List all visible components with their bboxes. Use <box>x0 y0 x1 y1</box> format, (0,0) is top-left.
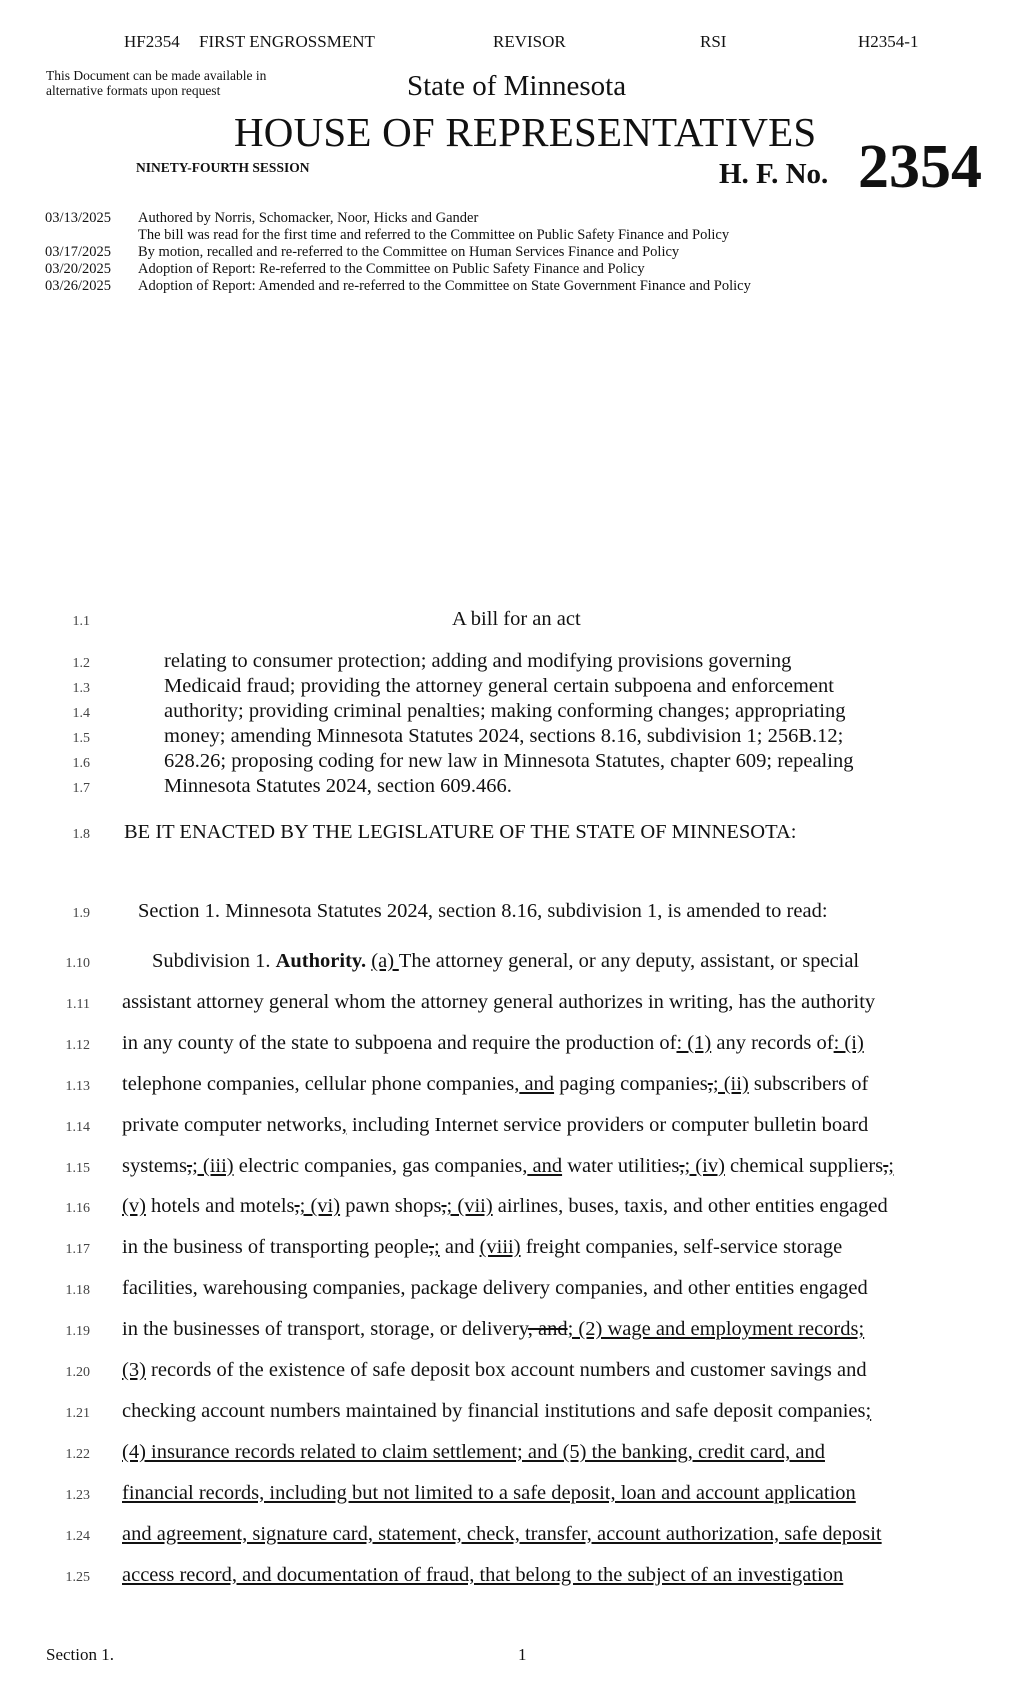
statute-text: Subdivision 1. <box>152 950 276 972</box>
statute-text: records of the existence of safe deposit box account numbers and customer savings and <box>145 1359 867 1381</box>
inserted-text: : (1) <box>676 1031 712 1054</box>
statute-line <box>122 1359 867 1382</box>
statute-line <box>122 1482 856 1505</box>
statute-text: in the business of transporting people <box>122 1236 429 1259</box>
header-engrossment: FIRST ENGROSSMENT <box>199 32 375 51</box>
inserted-text: ; (vii) <box>446 1195 493 1218</box>
deleted-text: , <box>186 1154 193 1177</box>
statute-text: The attorney general, or any deputy, assistant, or special <box>398 950 860 972</box>
statute-text: freight companies, self-service storage <box>520 1236 843 1259</box>
statute-text: pawn shops <box>340 1195 442 1218</box>
line-number: 1.25 <box>65 1569 90 1585</box>
statute-text: in any county of the state to subpoena and require the production of <box>122 1031 677 1054</box>
statute-text: checking account numbers maintained by financial institutions and safe deposit companies <box>122 1399 866 1422</box>
history-date: 03/20/2025 <box>45 261 112 277</box>
availability-note: This Document can be made available in alternative formats upon request <box>46 68 267 98</box>
state-name: State of Minnesota <box>407 70 627 102</box>
inserted-text: (a) <box>371 950 399 972</box>
statute-line <box>122 1277 868 1300</box>
inserted-text: (viii) <box>479 1236 521 1259</box>
hf-label: H. F. No. <box>719 158 829 190</box>
line-number: 1.23 <box>65 1487 90 1503</box>
chamber-title: HOUSE OF REPRESENTATIVES <box>234 109 817 155</box>
line-number: 1.19 <box>65 1324 90 1340</box>
statute-line <box>122 1441 825 1464</box>
statute-text: private computer networks <box>122 1113 342 1136</box>
line-number: 1.11 <box>66 996 90 1012</box>
statute-text: systems <box>122 1154 187 1177</box>
statute-line <box>122 991 875 1014</box>
inserted-text: and <box>519 1072 555 1095</box>
line-number: 1.18 <box>65 1283 90 1299</box>
inserted-text: , <box>341 1113 347 1136</box>
inserted-text: ; (iv) <box>684 1154 725 1177</box>
deleted-text: , <box>428 1236 435 1259</box>
statute-text: any records of <box>711 1031 834 1054</box>
statute-text: telephone companies, cellular phone companies, <box>122 1072 520 1095</box>
deleted-text: , <box>707 1072 713 1095</box>
inserted-text: ; (ii) <box>712 1072 749 1095</box>
statute-text: Authority. <box>275 950 367 972</box>
statute-line <box>122 1400 871 1423</box>
history-text: Authored by Norris, Schomacker, Noor, Hicks and Gander <box>138 210 479 226</box>
summary-line: authority; providing criminal penalties; making conforming changes; appropriating <box>164 700 846 722</box>
statute-line <box>122 1032 864 1055</box>
history-text: By motion, recalled and re-referred to the Committee on Human Services Finance and Policy <box>138 244 680 260</box>
statute-line <box>122 1114 868 1137</box>
history-date: 03/13/2025 <box>45 210 112 226</box>
line-number: 1.9 <box>72 906 90 921</box>
line-number: 1.6 <box>72 756 90 771</box>
deleted-text: , <box>679 1154 685 1177</box>
inserted-text: and agreement, signature card, statement, check, transfer, account authorization, safe deposit <box>122 1522 882 1545</box>
line-number: 1.1 <box>72 614 90 629</box>
statute-text: in the businesses of transport, storage, or delivery <box>122 1318 528 1341</box>
summary-line: Medicaid fraud; providing the attorney general certain subpoena and enforcement <box>164 675 834 697</box>
statute-text: facilities, warehousing companies, package delivery companies, and other entities engaged <box>122 1277 868 1300</box>
line-number: 1.5 <box>72 731 90 746</box>
line-number: 1.22 <box>65 1446 90 1462</box>
summary-line: relating to consumer protection; adding and modifying provisions governing <box>164 650 792 672</box>
statute-text: chemical suppliers <box>724 1154 884 1177</box>
line-number: 1.21 <box>65 1405 90 1421</box>
inserted-text: (3) <box>122 1359 146 1381</box>
bill-title: A bill for an act <box>452 608 581 630</box>
line-number: 1.10 <box>65 956 90 971</box>
inserted-text: : (i) <box>833 1031 864 1054</box>
line-number: 1.2 <box>72 656 90 671</box>
history-text: Adoption of Report: Re-referred to the Committee on Public Safety Finance and Policy <box>138 261 645 277</box>
statute-line <box>122 1236 842 1259</box>
statute-line <box>122 1195 888 1218</box>
enacting-clause: BE IT ENACTED BY THE LEGISLATURE OF THE STATE OF MINNESOTA: <box>124 821 797 843</box>
line-number: 1.17 <box>65 1242 90 1258</box>
inserted-text: ; <box>865 1399 872 1422</box>
line-number: 1.7 <box>72 781 90 796</box>
line-number: 1.12 <box>65 1037 90 1053</box>
line-number: 1.16 <box>65 1201 90 1217</box>
deleted-text: , <box>441 1195 447 1218</box>
history-date: 03/26/2025 <box>45 278 112 294</box>
statute-text: assistant attorney general whom the attorney general authorizes in writing, has the authority <box>122 990 876 1013</box>
summary-line: Minnesota Statutes 2024, section 609.466. <box>164 775 512 797</box>
inserted-text: ; (vi) <box>299 1195 341 1218</box>
inserted-text: ; <box>888 1154 894 1177</box>
header-initials: RSI <box>700 32 727 51</box>
statute-text: electric companies, gas companies, <box>233 1154 528 1177</box>
inserted-text: ; (2) wage and employment records; <box>567 1318 865 1341</box>
inserted-text: (v) <box>122 1195 146 1218</box>
inserted-text: access record, and documentation of fraud, that belong to the subject of an investigation <box>122 1563 844 1586</box>
line-number: 1.15 <box>65 1160 90 1176</box>
statute-line <box>152 950 859 973</box>
statute-text: hotels and motels <box>145 1195 295 1218</box>
inserted-text: and <box>527 1154 563 1177</box>
header-revisor: REVISOR <box>493 32 566 51</box>
section-heading: Section 1. Minnesota Statutes 2024, section 8.16, subdivision 1, is amended to read: <box>138 900 828 922</box>
line-number: 1.24 <box>65 1528 90 1544</box>
deleted-text: , and <box>527 1318 568 1341</box>
line-number: 1.4 <box>72 706 90 721</box>
statute-text: including Internet service providers or computer bulletin board <box>346 1113 869 1136</box>
statute-text: paging companies <box>554 1072 708 1095</box>
deleted-text: , <box>883 1154 889 1177</box>
history-text: The bill was read for the first time and referred to the Committee on Public Safety Finance and Policy <box>138 227 730 243</box>
history-text: Adoption of Report: Amended and re-referred to the Committee on State Government Finance and Policy <box>138 278 751 294</box>
statute-line <box>122 1155 894 1178</box>
summary-line: money; amending Minnesota Statutes 2024, sections 8.16, subdivision 1; 256B.12; <box>164 725 844 747</box>
session-label: NINETY-FOURTH SESSION <box>136 160 310 175</box>
line-number: 1.8 <box>72 827 90 842</box>
statute-line <box>122 1564 843 1587</box>
statute-text: and <box>439 1236 480 1259</box>
header-bill-id: HF2354 <box>124 32 180 51</box>
statute-line <box>122 1318 864 1341</box>
inserted-text: (4) insurance records related to claim settlement; and (5) the banking, credit card, and <box>122 1440 825 1463</box>
statute-line <box>122 1073 868 1096</box>
statute-text: subscribers of <box>748 1072 869 1095</box>
line-number: 1.3 <box>72 681 90 696</box>
inserted-text: ; <box>434 1236 440 1259</box>
inserted-text: ; (iii) <box>192 1154 234 1177</box>
line-number: 1.13 <box>65 1078 90 1094</box>
line-number: 1.20 <box>65 1365 90 1380</box>
header-doc-code: H2354-1 <box>858 32 919 51</box>
line-number: 1.14 <box>65 1119 90 1135</box>
page-number: 1 <box>518 1645 527 1664</box>
inserted-text: financial records, including but not limited to a safe deposit, loan and account application <box>122 1481 856 1504</box>
statute-text: water utilities <box>562 1154 680 1177</box>
deleted-text: , <box>294 1195 300 1218</box>
summary-line: 628.26; proposing coding for new law in Minnesota Statutes, chapter 609; repealing <box>164 750 854 772</box>
statute-text: airlines, buses, taxis, and other entities engaged <box>492 1195 888 1218</box>
history-date: 03/17/2025 <box>45 244 112 260</box>
bill-number: 2354 <box>858 133 982 201</box>
footer-section: Section 1. <box>46 1645 114 1664</box>
statute-line <box>122 1523 882 1546</box>
